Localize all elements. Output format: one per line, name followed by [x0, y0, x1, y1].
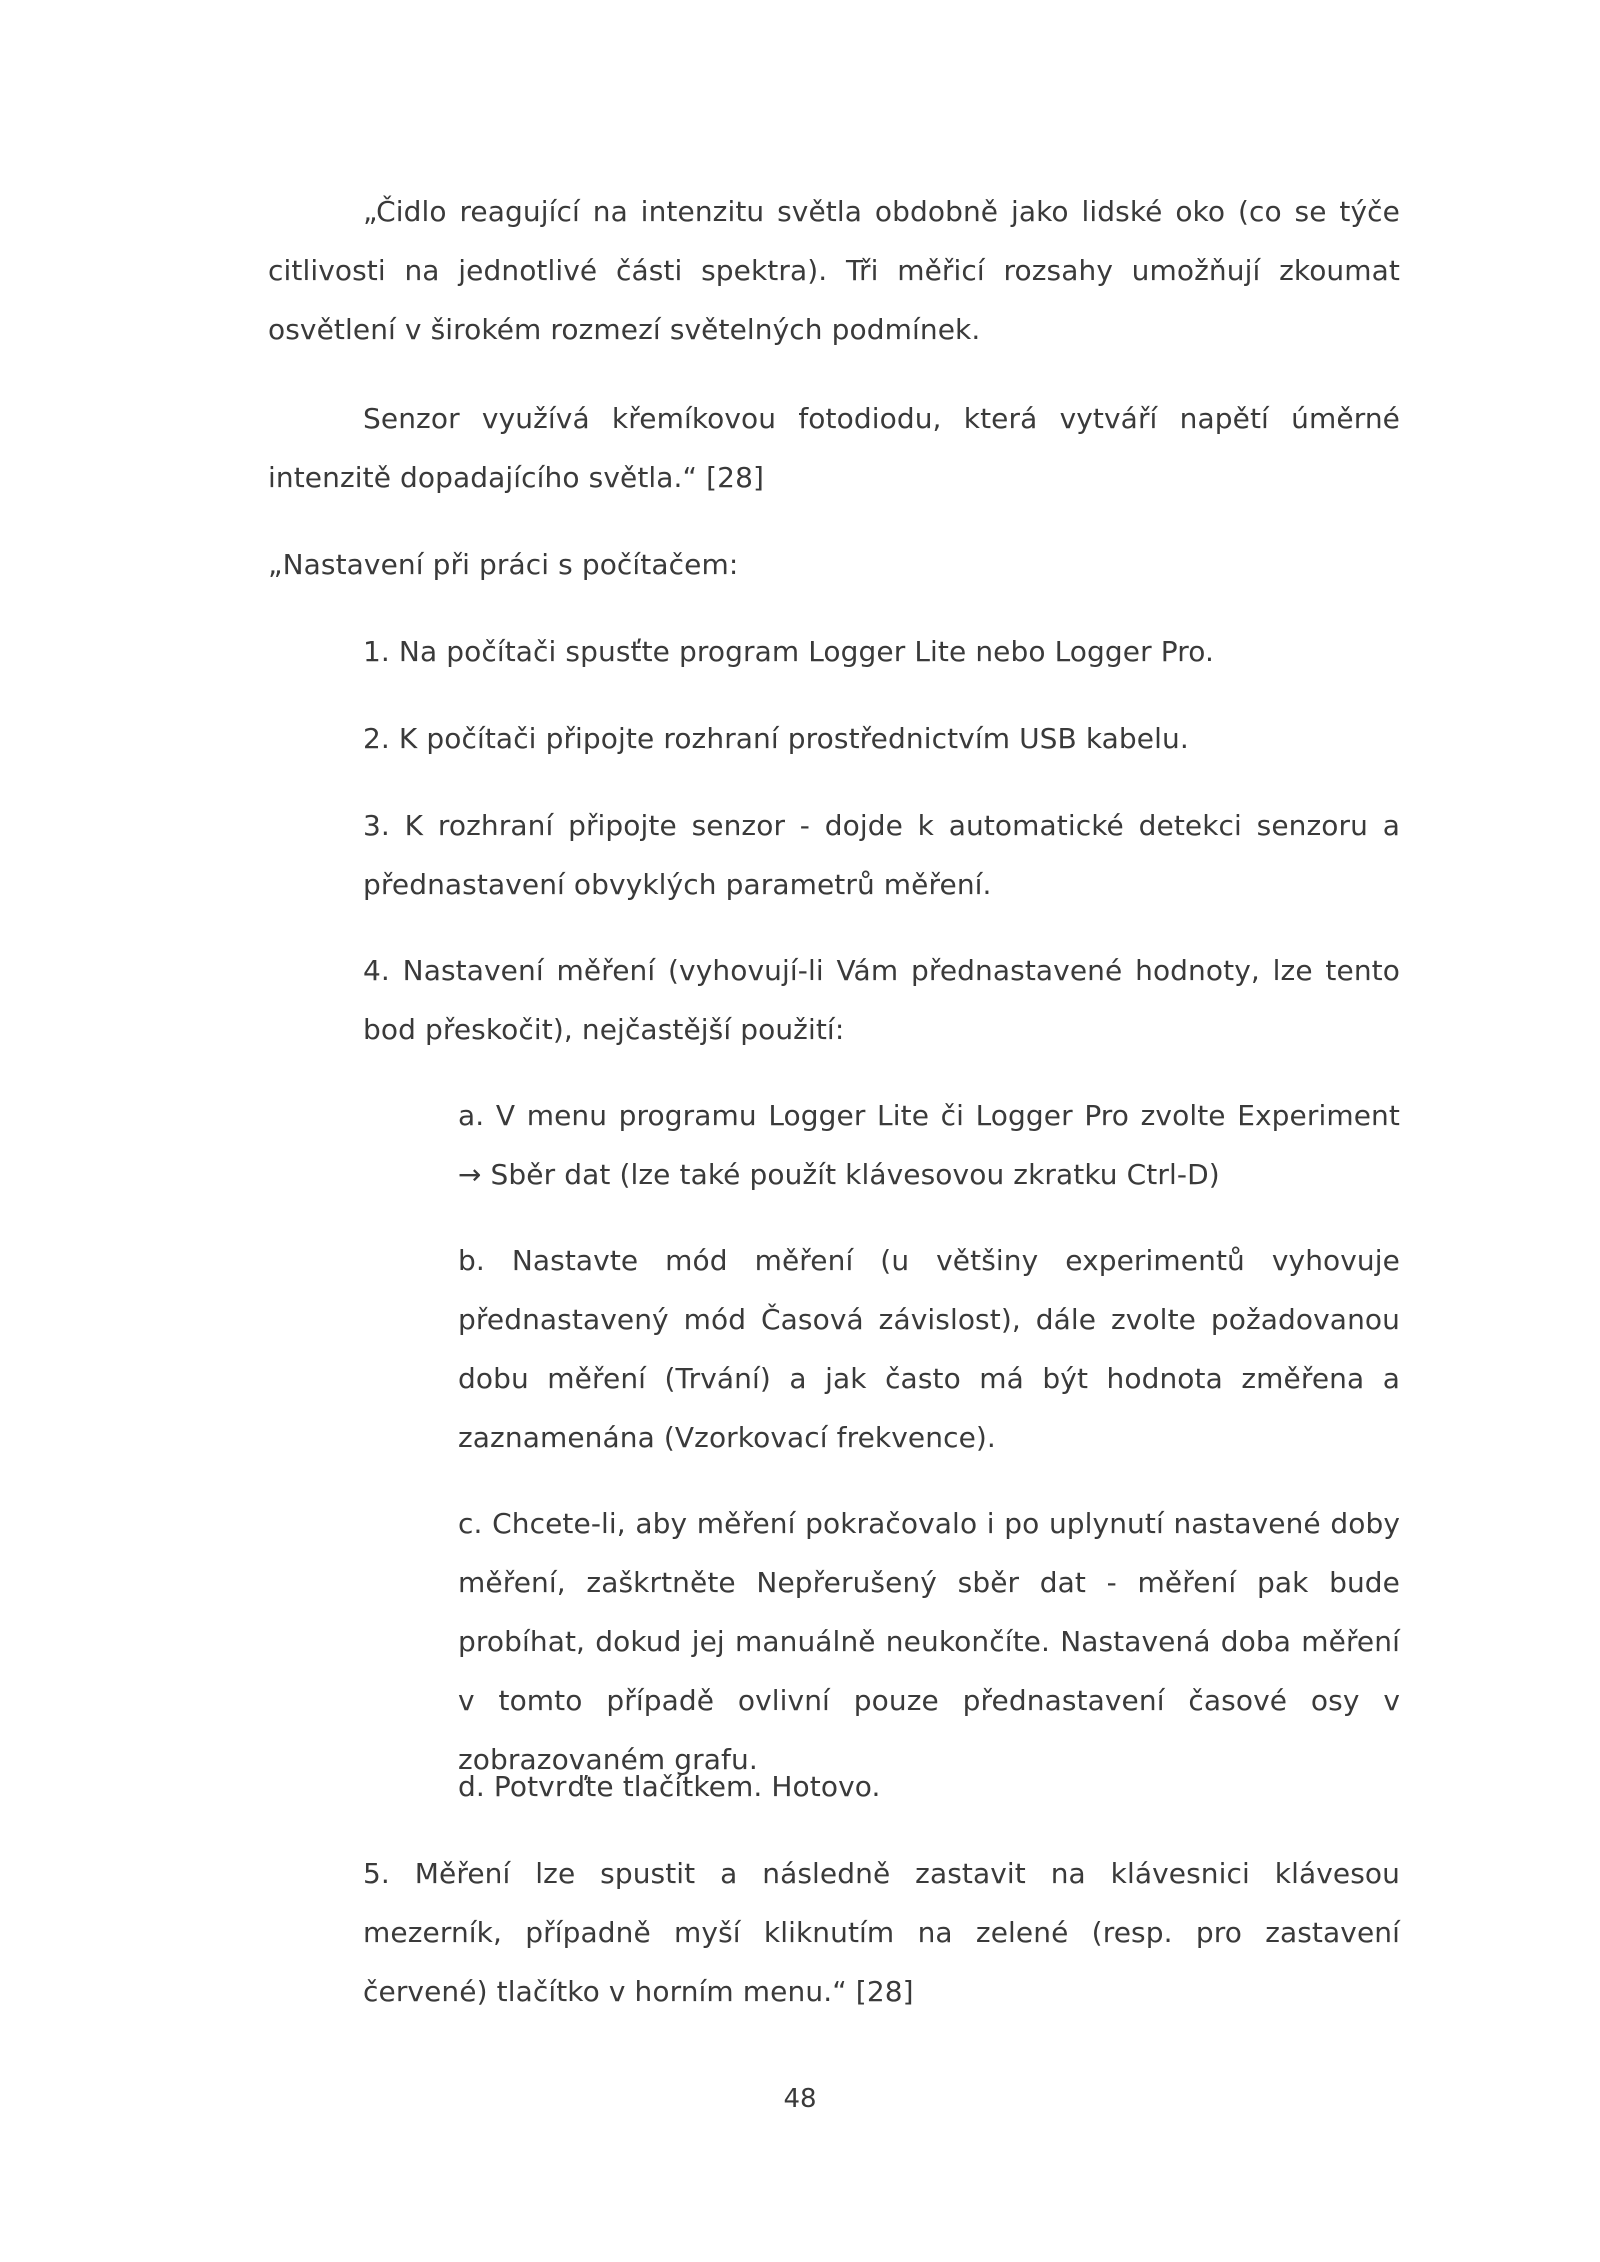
list-item-step-3: 3. K rozhraní připojte senzor - dojde k automatické detekci senzoru a přednastavení obvyklých parametrů měření. — [363, 809, 1400, 901]
paragraph-sensor-description: „Čidlo reagující na intenzitu světla obdobně jako lidské oko (co se týče citlivosti na jednotlivé části spektra). Tři měřicí rozsahy umožňují zkoumat osvětlení v širokém rozmezí světelných podmínek. — [268, 195, 1400, 346]
paragraph-sensor-photodiode: Senzor využívá křemíkovou fotodiodu, která vytváří napětí úměrné intenzitě dopadajícího světla.“ [28] — [268, 402, 1400, 494]
list-item-substep-c: c. Chcete-li, aby měření pokračovalo i po uplynutí nastavené doby měření, zaškrtněte Nepřerušený sběr dat - měření pak bude probíhat, dokud jej manuálně neukončíte. Nastavená doba měření v tomto případě ovlivní pouze přednastavení časové osy v zobrazovaném grafu. — [458, 1507, 1400, 1776]
list-item-step-4: 4. Nastavení měření (vyhovují-li Vám přednastavené hodnoty, lze tento bod přeskočit), nejčastější použití: — [363, 954, 1400, 1046]
list-item-substep-d: d. Potvrďte tlačítkem. Hotovo. — [458, 1770, 881, 1803]
list-item-step-2: 2. K počítači připojte rozhraní prostřednictvím USB kabelu. — [363, 722, 1189, 755]
list-item-substep-a: a. V menu programu Logger Lite či Logger Pro zvolte Experiment → Sběr dat (lze také použít klávesovou zkratku Ctrl-D) — [458, 1099, 1400, 1191]
list-item-step-5: 5. Měření lze spustit a následně zastavit na klávesnici klávesou mezerník, případně myší kliknutím na zelené (resp. pro zastavení červené) tlačítko v horním menu.“ [28] — [363, 1857, 1400, 2008]
paragraph-setup-heading: „Nastavení při práci s počítačem: — [268, 548, 739, 581]
list-item-step-1: 1. Na počítači spusťte program Logger Lite nebo Logger Pro. — [363, 635, 1214, 668]
page-number: 48 — [783, 2084, 817, 2114]
list-item-substep-b: b. Nastavte mód měření (u většiny experimentů vyhovuje přednastavený mód Časová závislost), dále zvolte požadovanou dobu měření (Trvání) a jak často má být hodnota změřena a zaznamenána (Vzorkovací frekvence). — [458, 1244, 1400, 1454]
